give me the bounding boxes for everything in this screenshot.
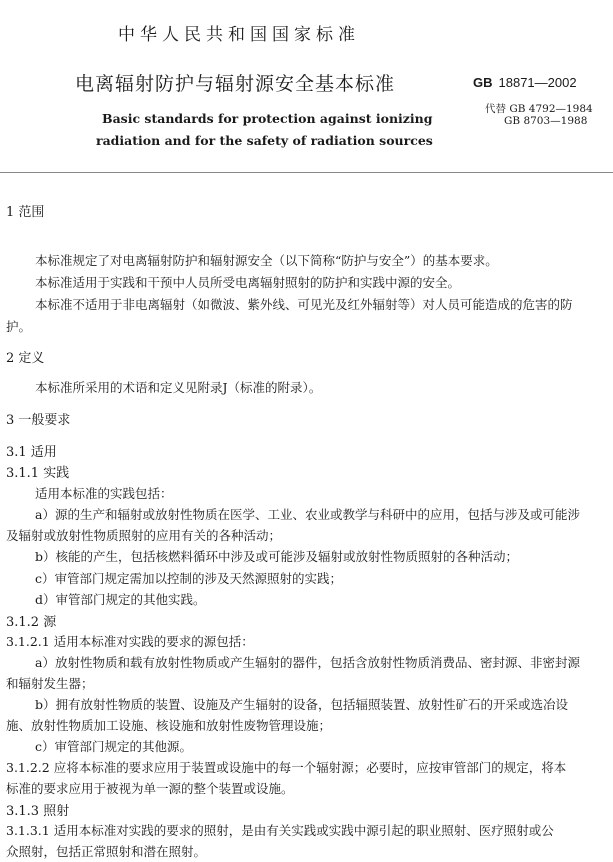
paragraph-line: 众照射，包括正常照射和潜在照射。 [6, 844, 207, 859]
document-title-cn: 电离辐射防护与辐射源安全基本标准 [75, 73, 396, 95]
clause-line: 3.1.2.1 适用本标准对实践的要求的源包括： [6, 634, 254, 649]
clause-line: 3.1.3.1 适用本标准对实践的要求的照射，是由有关实践或实践中源引起的职业照射、医疗照射或公 [6, 823, 554, 838]
paragraph-line: 标准的要求应用于被视为单一源的整个装置或设施。 [6, 781, 294, 796]
document-title-en-line-1: Basic standards for protection against ionizing [102, 111, 433, 126]
paragraph-line: 本标准规定了对电离辐射防护和辐射源安全（以下简称“防护与安全”）的基本要求。 [35, 253, 498, 268]
subsection-heading: 3.1.2 源 [6, 615, 57, 630]
subsection-heading: 3.1.1 实践 [6, 466, 70, 481]
list-item-line: 施、放射性物质加工设施、核设施和放射性废物管理设施； [6, 718, 332, 733]
subsection-heading: 3.1.3 照射 [6, 804, 70, 819]
list-item-line: b）核能的产生，包括核燃料循环中涉及或可能涉及辐射或放射性物质照射的各种活动； [35, 549, 519, 564]
list-item-line: 及辐射或放射性物质照射的应用有关的各种活动； [6, 528, 282, 543]
paragraph-line: 护。 [6, 319, 32, 334]
section-heading: 3 一般要求 [6, 413, 71, 428]
section-heading: 1 范围 [6, 205, 45, 220]
replaces-line-2: GB 8703—1988 [504, 115, 588, 127]
header-divider [0, 172, 613, 173]
national-standard-heading: 中华人民共和国国家标准 [118, 25, 360, 45]
paragraph-line: 本标准适用于实践和干预中人员所受电离辐射照射的防护和实践中源的安全。 [35, 275, 461, 290]
paragraph-line: 适用本标准的实践包括： [35, 486, 173, 501]
document-title-en-line-2: radiation and for the safety of radiation sources [96, 133, 433, 148]
paragraph-line: 本标准所采用的术语和定义见附录J（标准的附录）。 [35, 380, 322, 395]
clause-line: 3.1.2.2 应将本标准的要求应用于装置或设施中的每一个辐射源；必要时，应按审管部门的规定，将本 [6, 760, 567, 775]
subsection-heading: 3.1 适用 [6, 445, 57, 460]
replaces-line-1: 代替 GB 4792—1984 [485, 103, 593, 115]
gb-number: 18871—2002 [498, 75, 577, 90]
standard-code [473, 75, 577, 90]
list-item-line: c）审管部门规定的其他源。 [35, 739, 193, 754]
section-heading: 2 定义 [6, 351, 45, 366]
gb-prefix: GB [473, 75, 493, 90]
list-item-line: c）审管部门规定需加以控制的涉及天然源照射的实践； [35, 571, 343, 586]
paragraph-line: 本标准不适用于非电离辐射（如微波、紫外线、可见光及红外辐射等）对人员可能造成的危害的防 [35, 297, 573, 312]
list-item-line: d）审管部门规定的其他实践。 [35, 592, 206, 607]
list-item-line: a）放射性物质和载有放射性物质或产生辐射的器件，包括含放射性物质消费品、密封源、非密封源 [35, 655, 580, 670]
list-item-line: a）源的生产和辐射或放射性物质在医学、工业、农业或教学与科研中的应用，包括与涉及或可能涉 [35, 507, 580, 522]
list-item-line: 和辐射发生器； [6, 676, 94, 691]
list-item-line: b）拥有放射性物质的装置、设施及产生辐射的设备，包括辐照装置、放射性矿石的开采或选冶设 [35, 697, 569, 712]
